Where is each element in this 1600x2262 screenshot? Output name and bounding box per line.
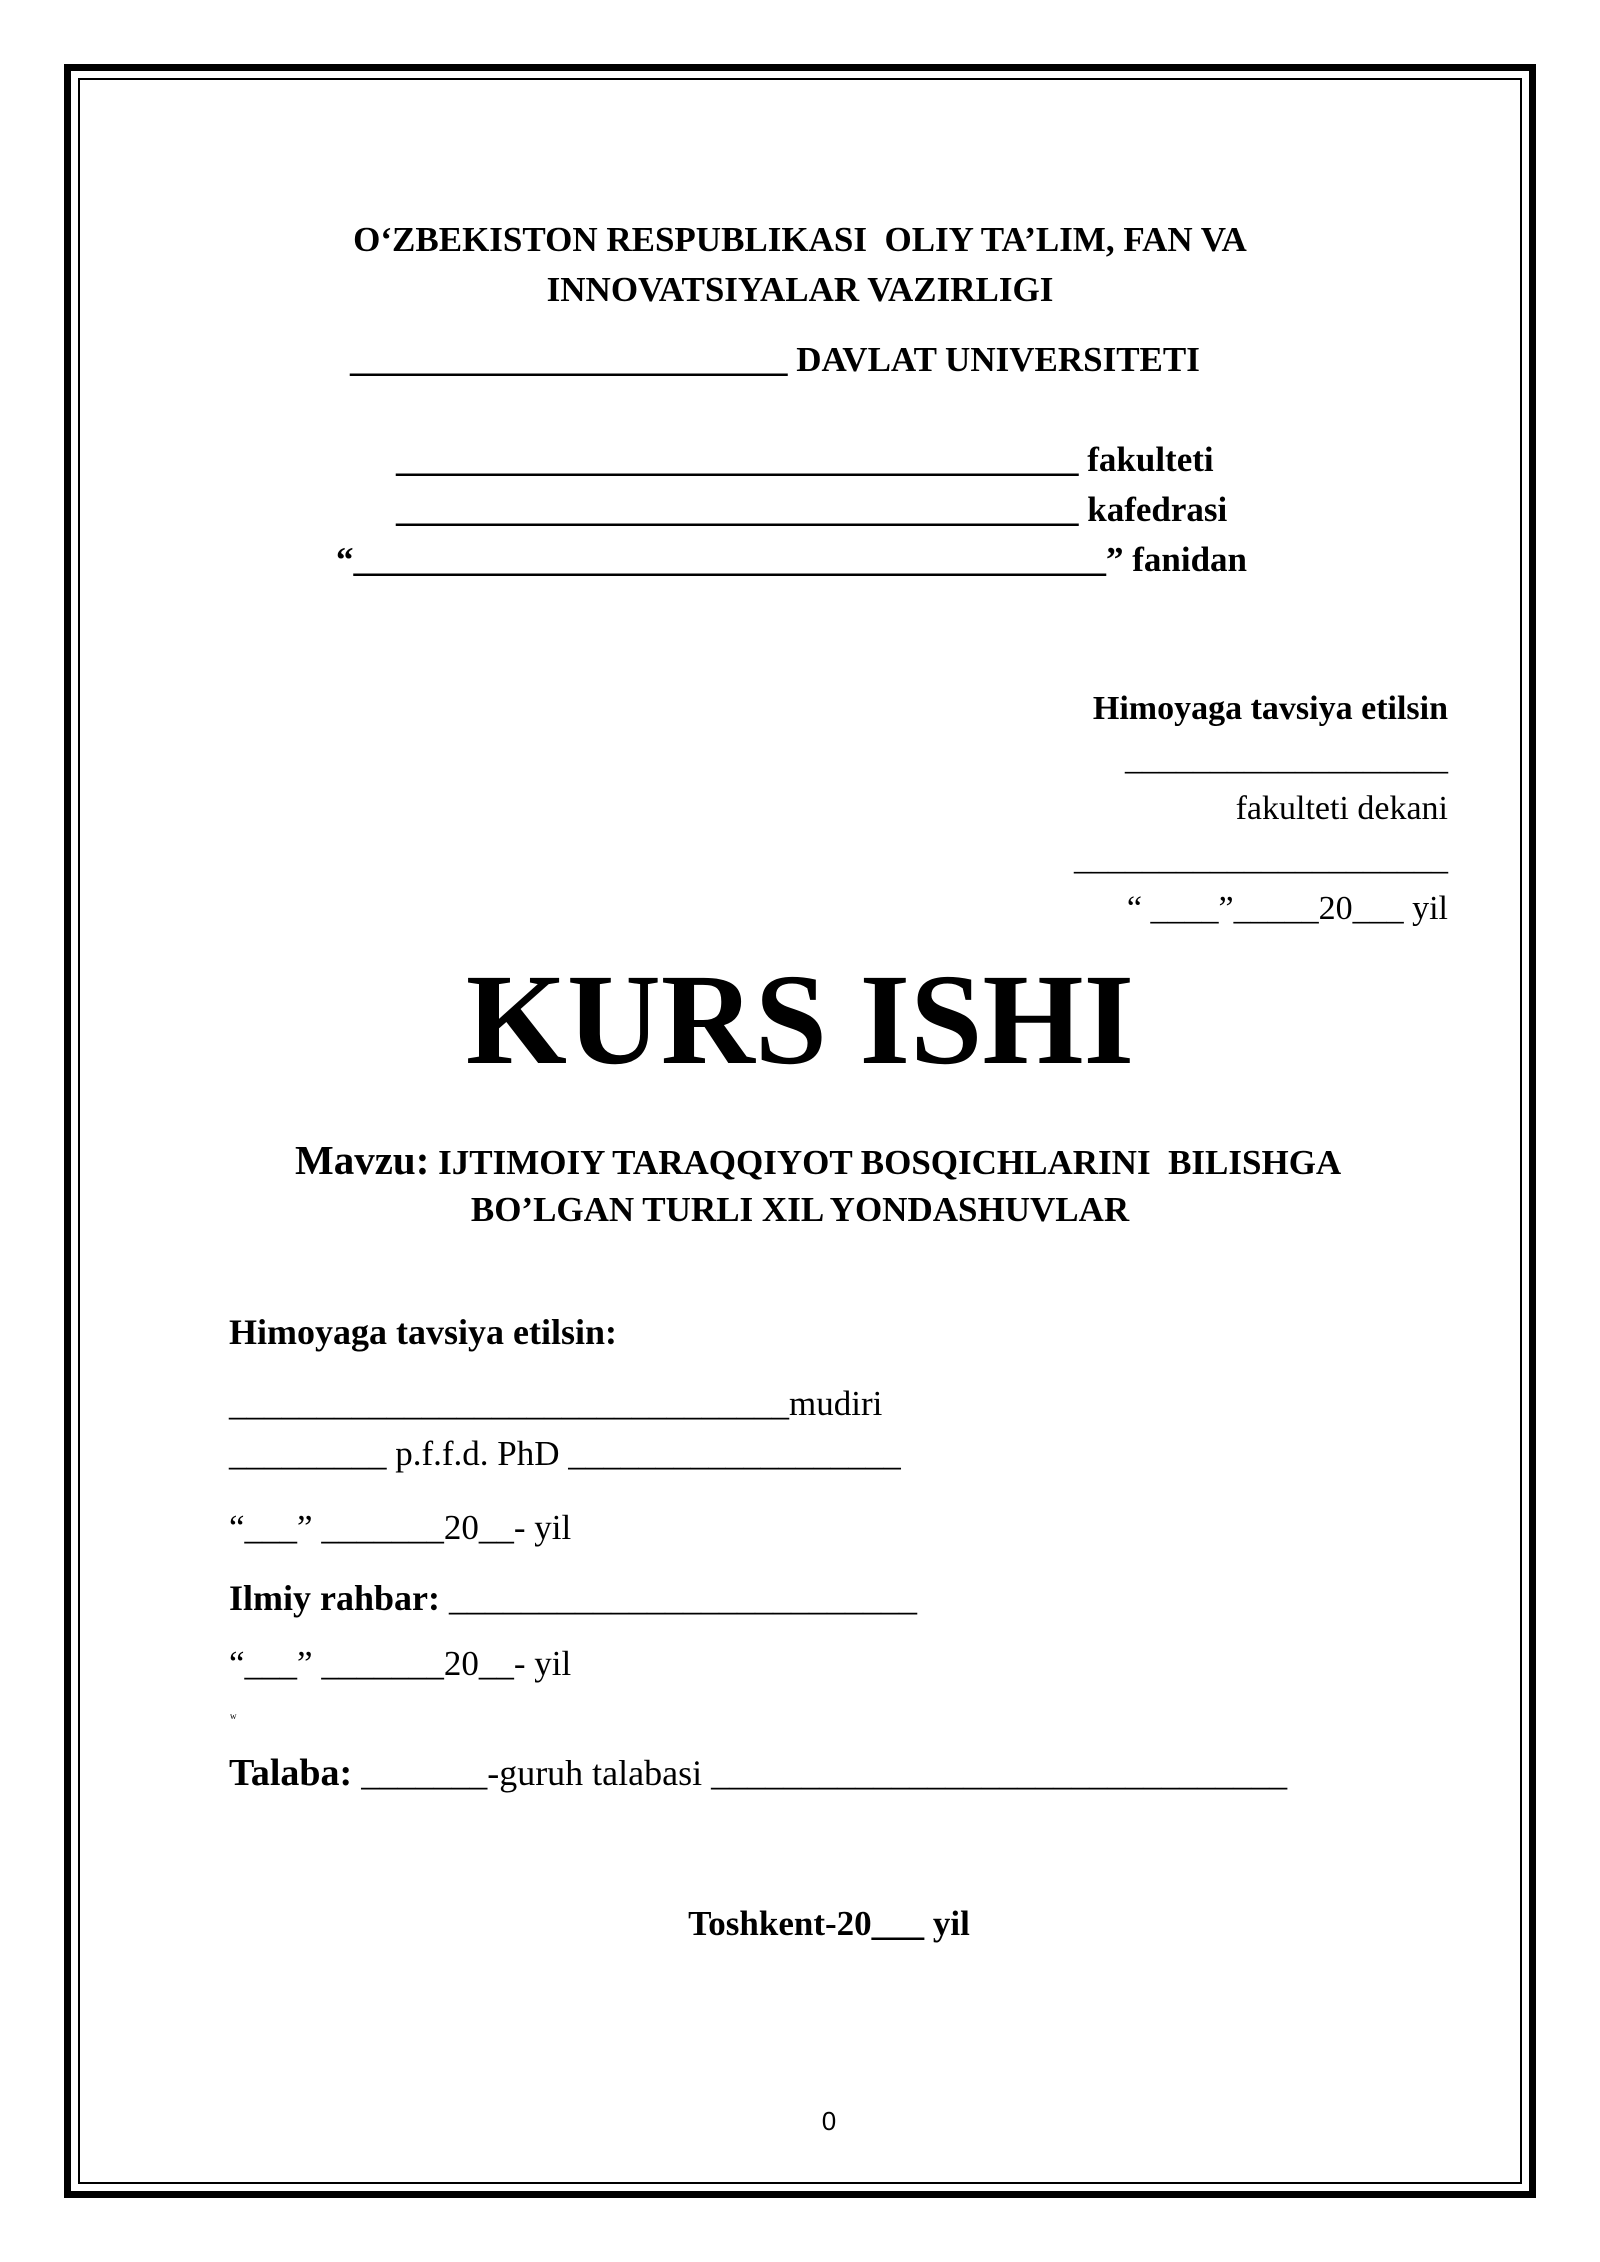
dean-approval-heading: Himoyaga tavsiya etilsin bbox=[1092, 690, 1448, 727]
topic-label: Mavzu: bbox=[295, 1137, 430, 1183]
subject-line: “___________________________________________” fanidan bbox=[336, 540, 1248, 579]
defense-date-1: “___” _______20__- yil bbox=[229, 1508, 572, 1547]
topic-text-1: IJTIMOIY TARAQQIYOT BOSQICHLARINI BILISHGA bbox=[438, 1143, 1342, 1182]
phd-line: _________ p.f.f.d. PhD ___________________ bbox=[229, 1434, 901, 1473]
supervisor-blank: __________________________ bbox=[440, 1578, 917, 1618]
topic-line-2: BO’LGAN TURLI XIL YONDASHUVLAR bbox=[470, 1190, 1130, 1229]
student-group-blank: _______-guruh talabasi ________________________________ bbox=[352, 1753, 1288, 1793]
student-label: Talaba: bbox=[229, 1752, 353, 1794]
defense-date-2: “___” _______20__- yil bbox=[229, 1644, 572, 1683]
page-number: 0 bbox=[821, 2106, 837, 2136]
dean-role: fakulteti dekani bbox=[1235, 790, 1448, 827]
student-line bbox=[229, 1754, 1287, 1792]
supervisor-label: Ilmiy rahbar: bbox=[229, 1578, 440, 1618]
department-head-line: ________________________________mudiri bbox=[229, 1384, 883, 1423]
small-mark: w bbox=[230, 1711, 237, 1721]
university-line: _________________________ DAVLAT UNIVERSITETI bbox=[350, 340, 1200, 379]
document-title: KURS ISHI bbox=[465, 948, 1135, 1092]
city-year: Toshkent-20___ yil bbox=[688, 1904, 970, 1943]
dean-name-blank: ______________________ bbox=[1074, 840, 1448, 877]
topic-line-1 bbox=[295, 1137, 1342, 1183]
faculty-line: _______________________________________ fakulteti bbox=[396, 440, 1214, 479]
ministry-line-2: INNOVATSIYALAR VAZIRLIGI bbox=[546, 270, 1054, 309]
dean-approval-date: “ ____”_____20___ yil bbox=[1126, 890, 1448, 927]
supervisor-line bbox=[229, 1580, 917, 1616]
page-border-inner bbox=[78, 78, 1522, 2184]
dean-signature-blank: ___________________ bbox=[1125, 740, 1448, 777]
defense-heading: Himoyaga tavsiya etilsin: bbox=[229, 1312, 617, 1352]
ministry-line-1: O‘ZBEKISTON RESPUBLIKASI OLIY TA’LIM, FAN VA bbox=[353, 220, 1247, 259]
department-line: _______________________________________ kafedrasi bbox=[396, 490, 1228, 529]
